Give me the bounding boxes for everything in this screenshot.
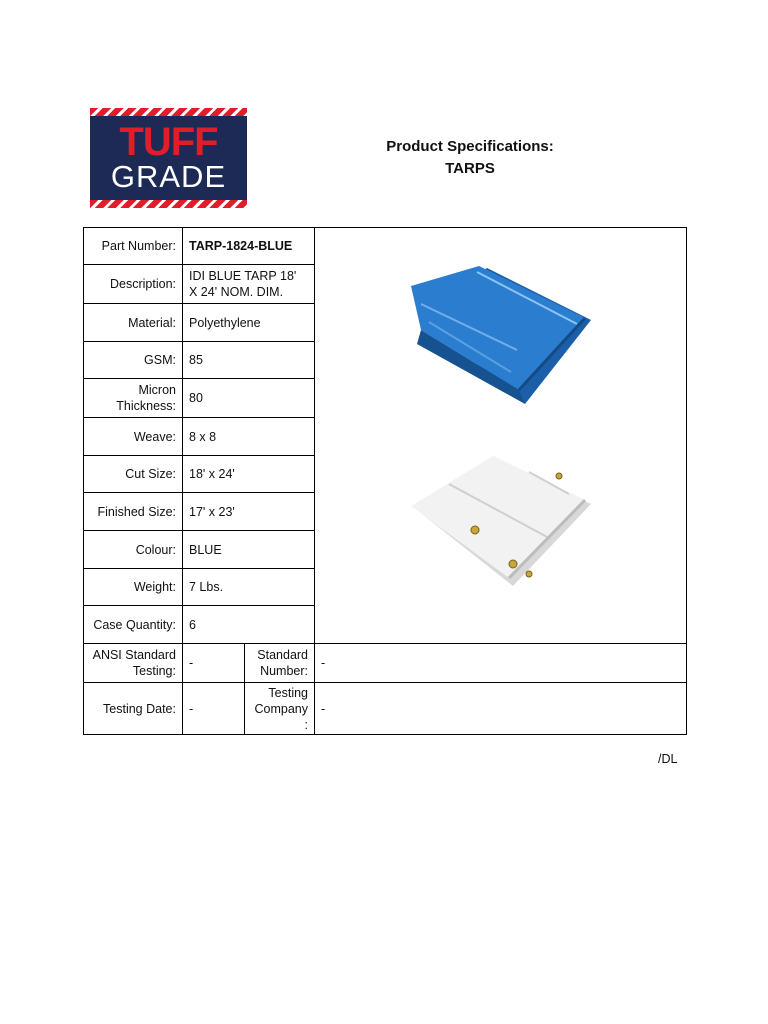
ansi-value: - bbox=[183, 644, 245, 683]
testing-date-label: Testing Date: bbox=[84, 683, 183, 735]
product-image-cell bbox=[315, 228, 687, 644]
blue-tarp-image bbox=[407, 264, 593, 408]
spec-value: IDI BLUE TARP 18' X 24' NOM. DIM. bbox=[183, 265, 315, 304]
standard-number-value: - bbox=[315, 644, 687, 683]
spec-table bbox=[83, 227, 687, 735]
spec-value: 8 x 8 bbox=[183, 418, 315, 456]
spec-label: Case Quantity: bbox=[84, 606, 183, 644]
spec-label: Weight: bbox=[84, 569, 183, 606]
spec-value: 7 Lbs. bbox=[183, 569, 315, 606]
spec-value: 17' x 23' bbox=[183, 493, 315, 531]
testing-row-date bbox=[84, 683, 687, 735]
spec-label: Cut Size: bbox=[84, 456, 183, 493]
spec-label: Material: bbox=[84, 304, 183, 342]
testing-company-label: Testing Company : bbox=[245, 683, 315, 735]
spec-label: Finished Size: bbox=[84, 493, 183, 531]
logo-grade-text: GRADE bbox=[110, 159, 227, 194]
spec-value: 18' x 24' bbox=[183, 456, 315, 493]
spec-value: 80 bbox=[183, 379, 315, 418]
spec-row-part-number bbox=[84, 228, 687, 265]
spec-label: Weave: bbox=[84, 418, 183, 456]
logo-tuff-text: TUFF bbox=[119, 120, 218, 164]
title-line-2: TARPS bbox=[445, 160, 495, 177]
testing-company-value: - bbox=[315, 683, 687, 735]
testing-row-ansi bbox=[84, 644, 687, 683]
page-title bbox=[360, 136, 580, 180]
spec-value: Polyethylene bbox=[183, 304, 315, 342]
spec-label: GSM: bbox=[84, 342, 183, 379]
spec-value: 85 bbox=[183, 342, 315, 379]
title-line-1: Product Specifications: bbox=[386, 138, 554, 155]
white-tarp-image bbox=[409, 454, 593, 590]
logo-bottom-stripe bbox=[90, 200, 247, 208]
standard-number-label: Standard Number: bbox=[245, 644, 315, 683]
ansi-label: ANSI Standard Testing: bbox=[84, 644, 183, 683]
spec-label: Description: bbox=[84, 265, 183, 304]
testing-date-value: - bbox=[183, 683, 245, 735]
spec-value: 6 bbox=[183, 606, 315, 644]
spec-value: TARP-1824-BLUE bbox=[183, 228, 315, 265]
footer-initials: /DL bbox=[658, 752, 678, 766]
spec-label: Colour: bbox=[84, 531, 183, 569]
tuff-grade-logo bbox=[90, 108, 247, 208]
spec-label: Micron Thickness: bbox=[84, 379, 183, 418]
spec-label: Part Number: bbox=[84, 228, 183, 265]
logo-top-stripe bbox=[90, 108, 247, 116]
spec-value: BLUE bbox=[183, 531, 315, 569]
